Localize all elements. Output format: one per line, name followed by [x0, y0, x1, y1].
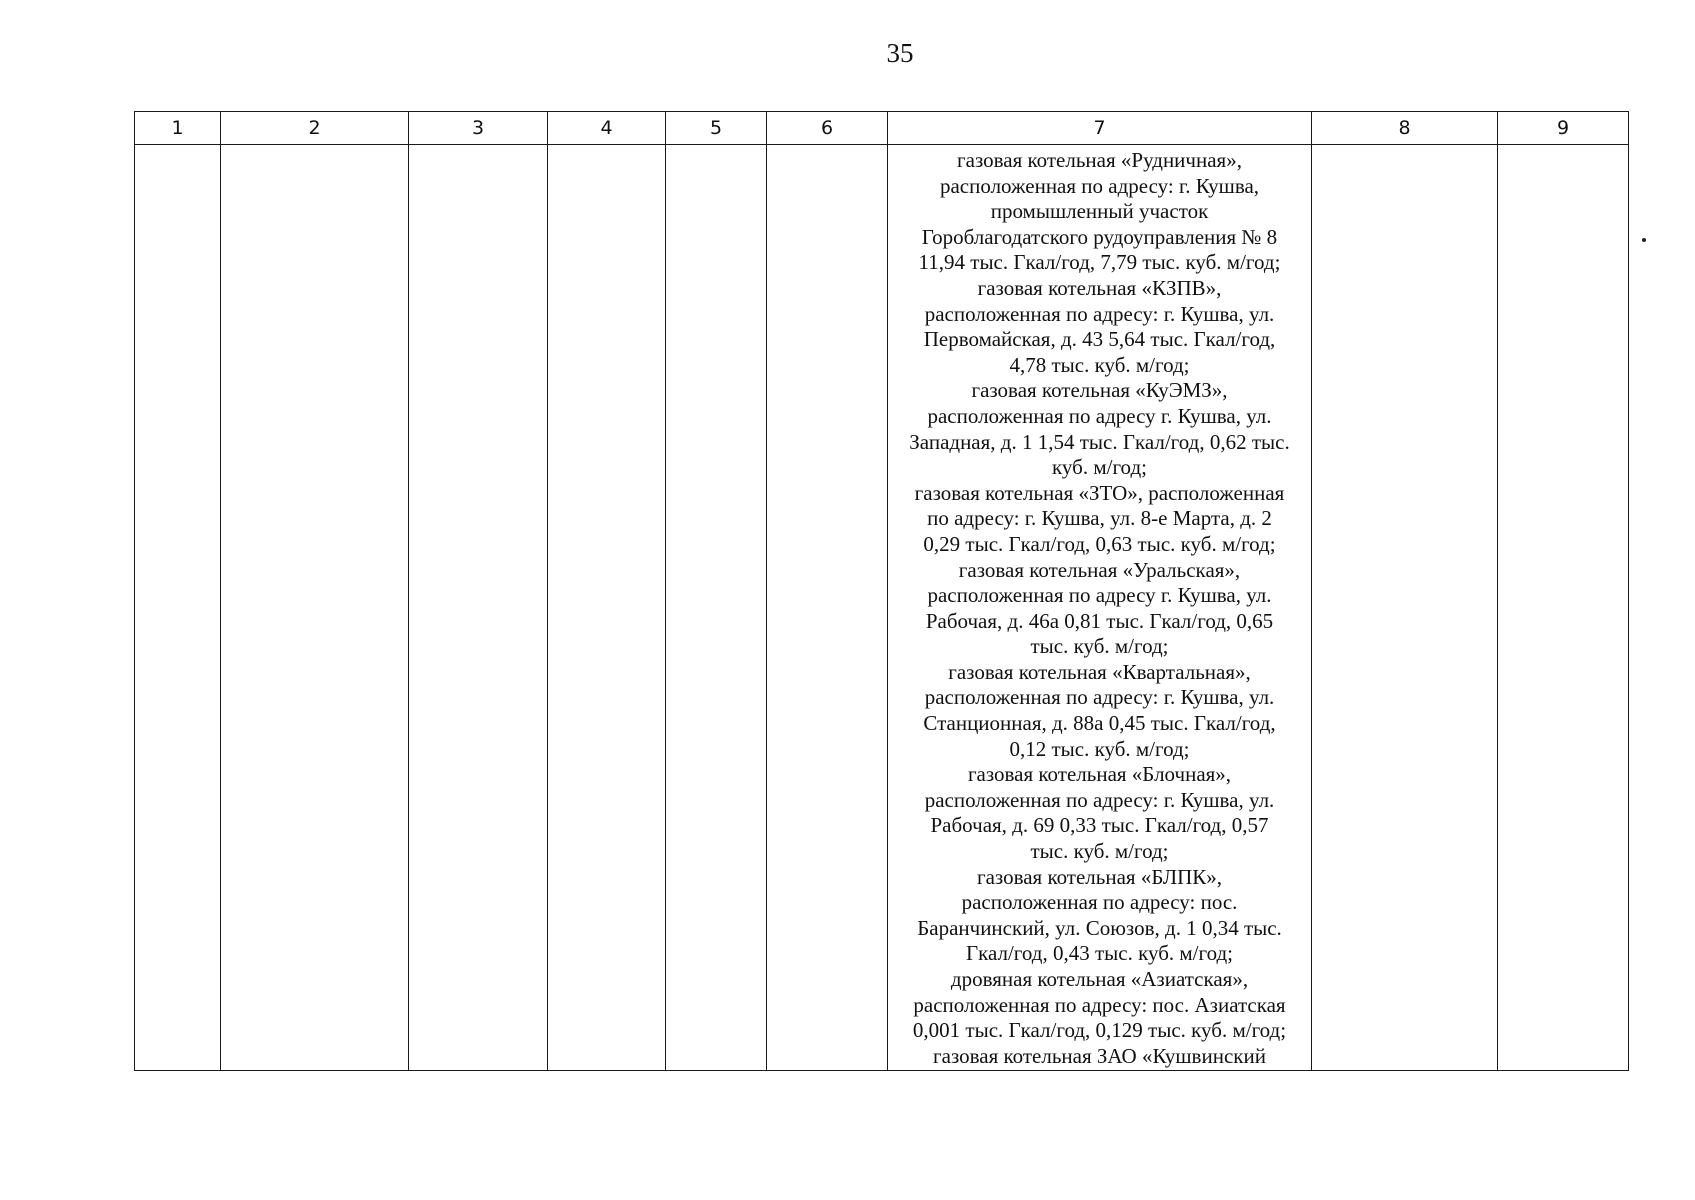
column-header-1: 1	[135, 112, 221, 145]
column-header-5: 5	[666, 112, 767, 145]
cell-col-7	[888, 145, 1312, 1071]
header-row	[135, 112, 1629, 145]
boiler-list-text: газовая котельная «Рудничная», расположенная по адресу: г. Кушва, промышленный участок Гороблагодатского рудоуправления № 8 11,94 тыс. Гкал/год, 7,79 тыс. куб. м/год; газовая котельная «КЗПВ», расположенная по адресу: г. Кушва, ул. Первомайская, д. 43 5,64 тыс. Гкал/год, 4,78 тыс. куб. м/год; газовая котельная «КуЭМЗ», расположенная по адресу г. Кушва, ул. Западная, д. 1 1,54 тыс. Гкал/год, 0,62 тыс. куб. м/год; газовая котельная «ЗТО», расположенная по адресу: г. Кушва, ул. 8-е Марта, д. 2 0,29 тыс. Гкал/год, 0,63 тыс. куб. м/год; газовая котельная «Уральская», расположенная по адресу г. Кушва, ул. Рабочая, д. 46а 0,81 тыс. Гкал/год, 0,65 тыс. куб. м/год; газовая котельная «Квартальная», расположенная по адресу: г. Кушва, ул. Станционная, д. 88а 0,45 тыс. Гкал/год, 0,12 тыс. куб. м/год; газовая котельная «Блочная», расположенная по адресу: г. Кушва, ул. Рабочая, д. 69 0,33 тыс. Гкал/год, 0,57 тыс. куб. м/год; газовая котельная «БЛПК», расположенная по адресу: пос. Баранчинский, ул. Союзов, д. 1 0,34 тыс. Гкал/год, 0,43 тыс. куб. м/год; дровяная котельная «Азиатская», расположенная по адресу: пос. Азиатская 0,001 тыс. Гкал/год, 0,129 тыс. куб. м/год; газовая котельная ЗАО «Кушвинский	[909, 148, 1290, 1068]
cell-col-8	[1312, 145, 1498, 1071]
cell-col-6	[767, 145, 888, 1071]
margin-mark	[1642, 238, 1646, 242]
column-header-9: 9	[1498, 112, 1629, 145]
cell-col-3	[409, 145, 548, 1071]
cell-col-5	[666, 145, 767, 1071]
page-number: 35	[886, 38, 914, 68]
column-header-3: 3	[409, 112, 548, 145]
cell-col-1	[135, 145, 221, 1071]
column-header-4: 4	[548, 112, 666, 145]
cell-col-9	[1498, 145, 1629, 1071]
table-row	[135, 145, 1629, 1071]
column-header-7: 7	[888, 112, 1312, 145]
cell-col-4	[548, 145, 666, 1071]
column-header-6: 6	[767, 112, 888, 145]
cell-col-2	[221, 145, 409, 1071]
data-table	[134, 111, 1629, 1071]
column-header-2: 2	[221, 112, 409, 145]
column-header-8: 8	[1312, 112, 1498, 145]
